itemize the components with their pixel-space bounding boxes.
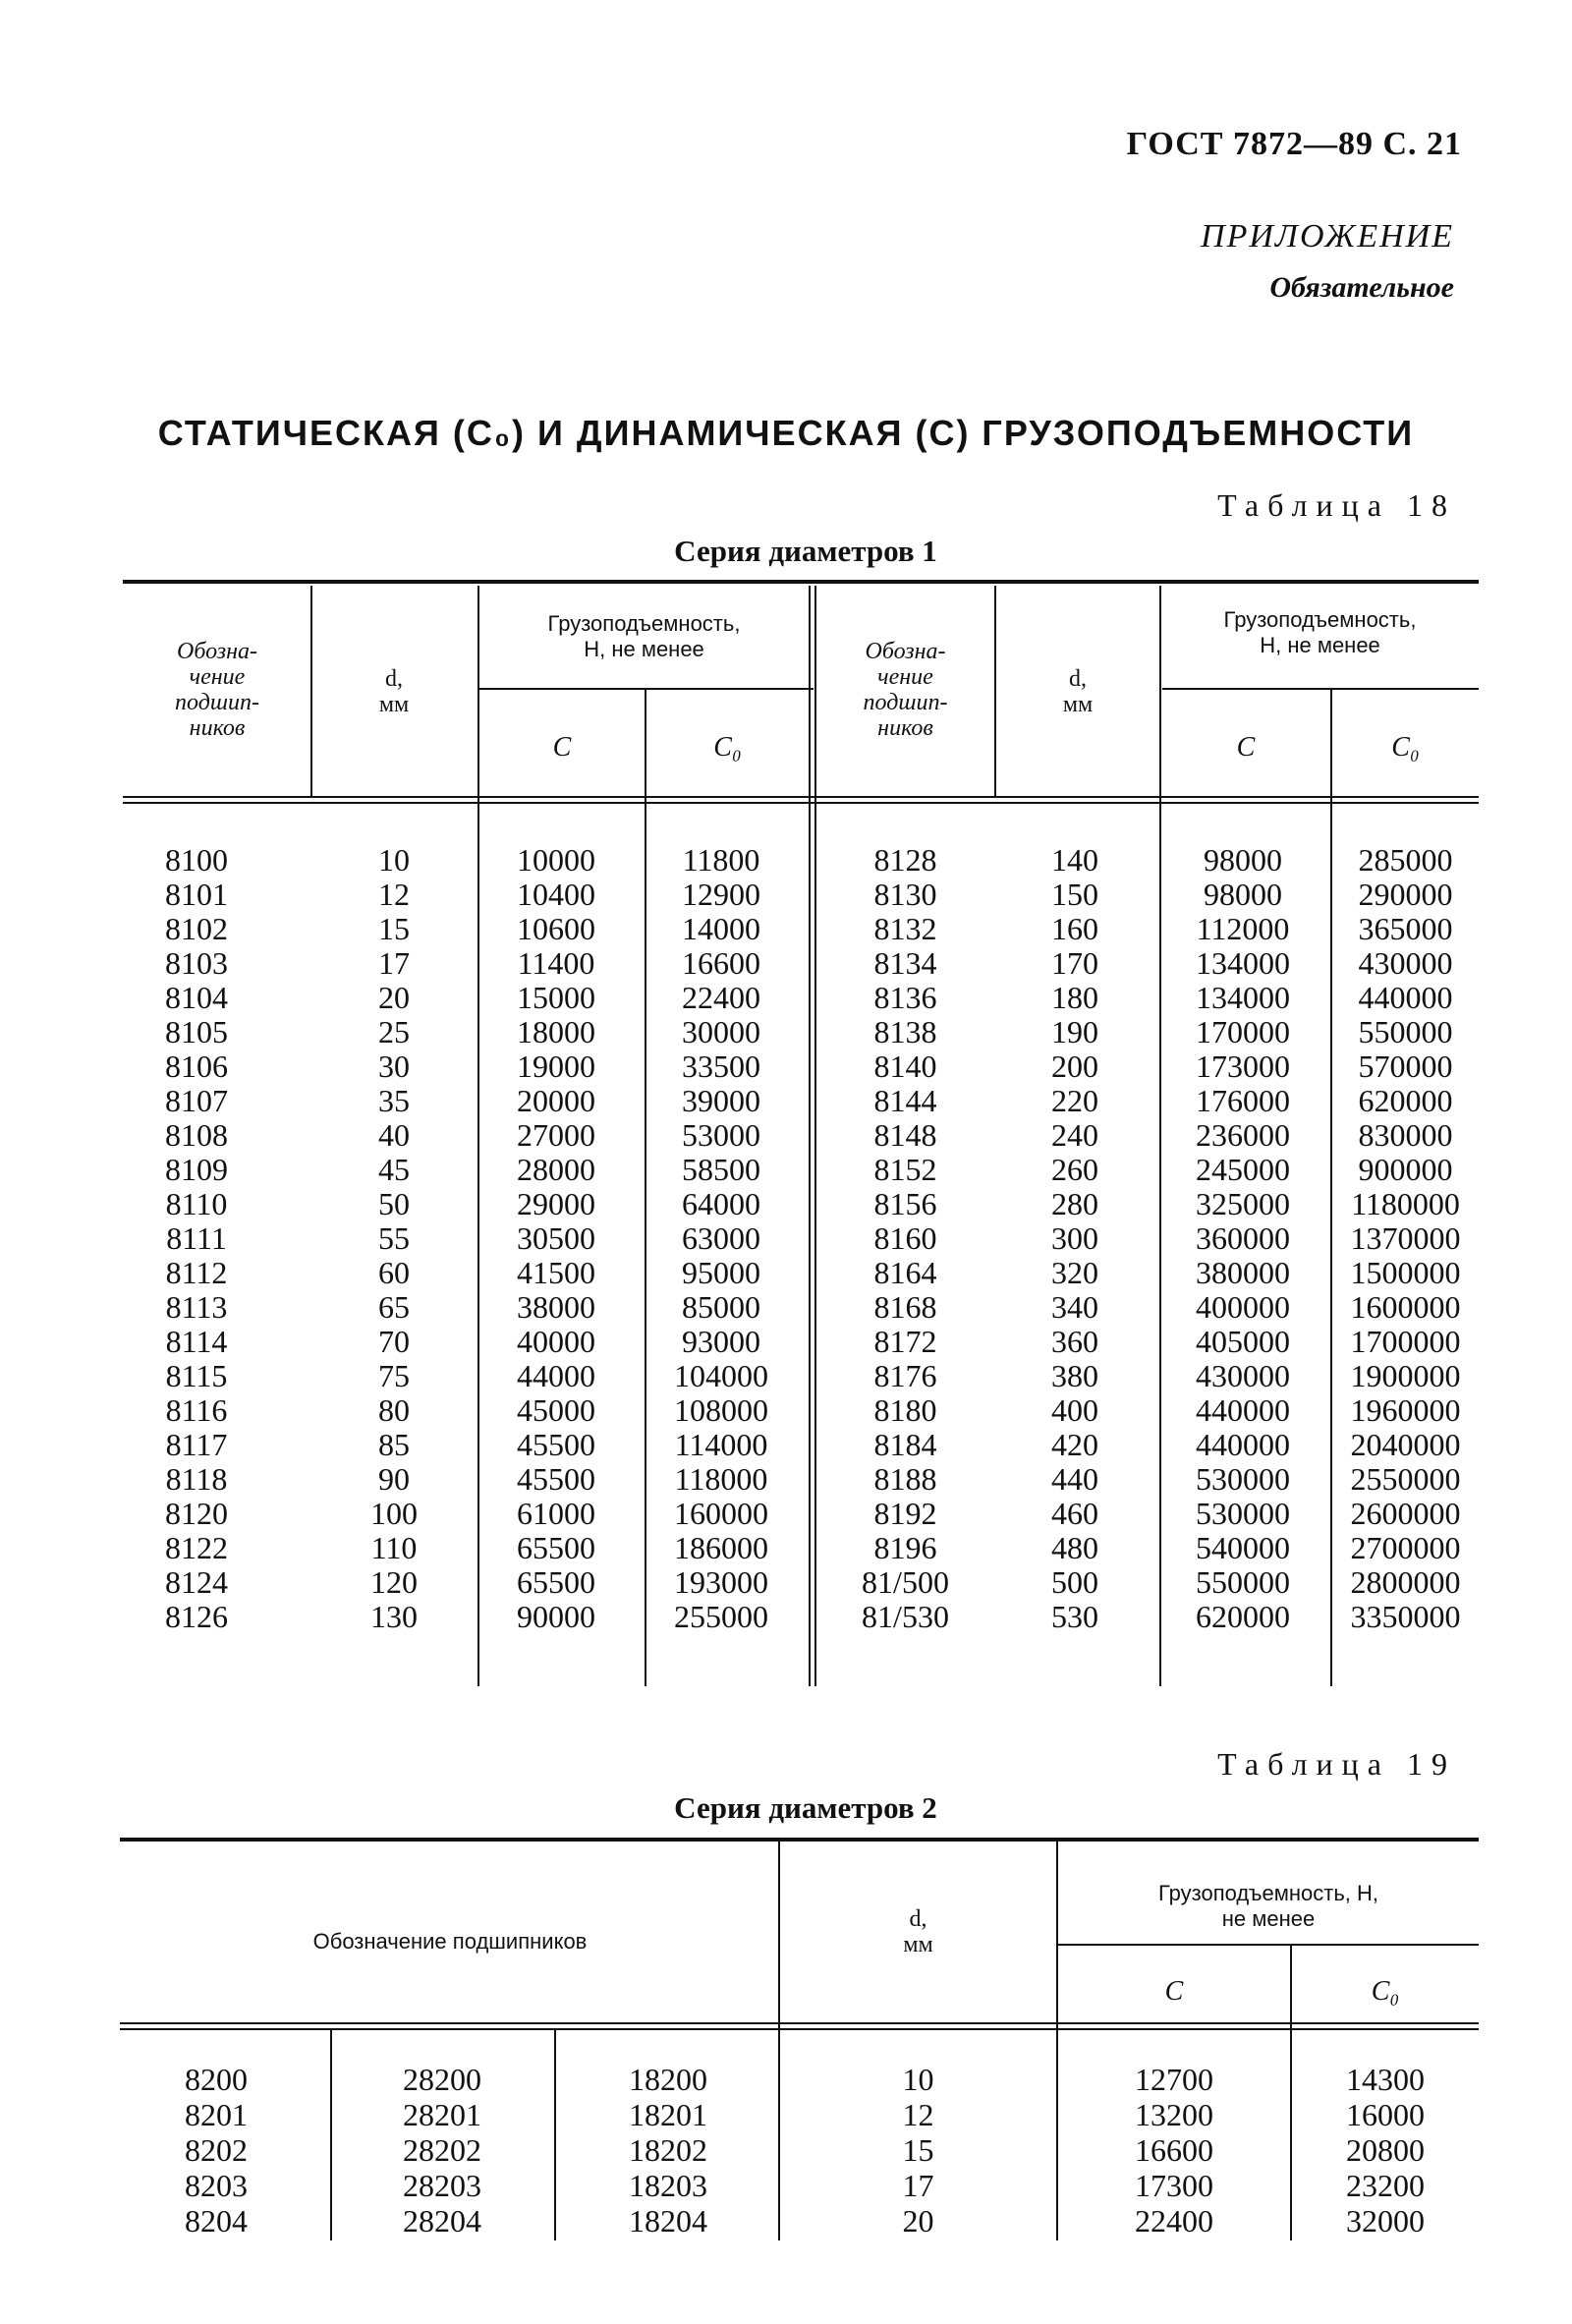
table18-cell-c: 18000 (517, 1014, 595, 1049)
table19-cell-c: 16600 (1135, 2132, 1213, 2168)
table19-cell-c0: 32000 (1346, 2203, 1425, 2239)
table19-cell-c: 12700 (1135, 2062, 1213, 2097)
table18-cell-d-right: 280 (1051, 1186, 1098, 1221)
table18-header-designation-right: Обозна- чение подшип- ников (863, 639, 948, 741)
table19-col-designation-2 (344, 2062, 540, 2239)
table19-col-designation-1 (138, 2062, 295, 2239)
table18-cell-d: 30 (378, 1049, 410, 1084)
table19-cell-d: 15 (902, 2132, 934, 2168)
table18-cell-c0: 33500 (682, 1049, 760, 1084)
table18-cell-c: 11400 (517, 945, 595, 981)
table18-cell-designation: 8101 (165, 877, 228, 912)
table18-cell-c: 45500 (517, 1461, 595, 1497)
table18-cell-designation: 8102 (165, 911, 228, 946)
table18-cell-c: 10600 (517, 911, 595, 946)
table18-cell-c: 15000 (517, 980, 595, 1015)
table19-header-c: C (1164, 1976, 1184, 2007)
table18-cell-c0-right: 830000 (1358, 1117, 1453, 1153)
table18-cell-d-right: 530 (1051, 1599, 1098, 1634)
table18-cell-c: 28000 (517, 1152, 595, 1187)
table19-cell-c0: 16000 (1346, 2097, 1425, 2132)
table19-vline (554, 2030, 556, 2240)
table18-cell-c0-right: 2700000 (1350, 1530, 1461, 1565)
table18-cell-c-right: 98000 (1204, 877, 1282, 912)
table18-cell-designation-right: 8196 (873, 1530, 937, 1565)
table18-cell-designation-right: 8138 (873, 1014, 937, 1049)
table18-cell-d-right: 190 (1051, 1014, 1098, 1049)
table18-cell-c: 10000 (517, 842, 595, 878)
table18-cell-c0: 22400 (682, 980, 760, 1015)
table19-cell-c0: 23200 (1346, 2168, 1425, 2203)
table18-cell-c-right: 134000 (1196, 980, 1290, 1015)
table19-col-c (1058, 2062, 1290, 2239)
table18-cell-designation-right: 8144 (873, 1083, 937, 1118)
table19-header-d: d, мм (903, 1906, 933, 1957)
table18-cell-c-right: 98000 (1204, 842, 1282, 878)
table19-cell-d: 17 (902, 2168, 934, 2203)
table18-cell-c0: 104000 (674, 1358, 768, 1393)
table18-cell-d: 85 (378, 1427, 410, 1462)
table18-cell-c-right: 360000 (1196, 1220, 1290, 1256)
table18-cell-d-right: 380 (1051, 1358, 1098, 1393)
table18-cell-c-right: 440000 (1196, 1392, 1290, 1428)
table19-capacity-rule (1058, 1944, 1479, 1946)
table18-header-designation: Обозна- чение подшип- ников (175, 639, 259, 741)
table18-cell-c0: 63000 (682, 1220, 760, 1256)
table19-top-rule (120, 1838, 1479, 1842)
table18-cell-d-right: 340 (1051, 1289, 1098, 1325)
table18-cell-c0: 85000 (682, 1289, 760, 1325)
table18-cell-d-right: 260 (1051, 1152, 1098, 1187)
table18-cell-c0-right: 1370000 (1350, 1220, 1461, 1256)
table18-cell-c: 90000 (517, 1599, 595, 1634)
table18-cell-designation: 8115 (165, 1358, 228, 1393)
table18-cell-designation: 8109 (165, 1152, 228, 1187)
table18-cell-designation: 8120 (165, 1496, 228, 1531)
table18-cell-c0: 30000 (682, 1014, 760, 1049)
table18-cell-c0-right: 365000 (1358, 911, 1453, 946)
table18-cell-c: 19000 (517, 1049, 595, 1084)
table18-cell-designation-right: 81/500 (862, 1564, 949, 1600)
table18-cell-designation-right: 81/530 (862, 1599, 949, 1634)
table18-cell-d: 120 (370, 1564, 418, 1600)
table18-cell-c0-right: 2600000 (1350, 1496, 1461, 1531)
table18-header-rule-2 (123, 802, 1479, 804)
table18-cell-c0-right: 290000 (1358, 877, 1453, 912)
page-header-ref: ГОСТ 7872—89 С. 21 (1126, 126, 1462, 162)
table18-cell-d: 35 (378, 1083, 410, 1118)
table18-capacity-rule-left (479, 688, 814, 690)
table19-cell-designation-2: 28204 (403, 2203, 481, 2239)
table18-cell-c: 45000 (517, 1392, 595, 1428)
table18-cell-c: 40000 (517, 1324, 595, 1359)
table18-cell-d-right: 440 (1051, 1461, 1098, 1497)
table18-cell-c0: 160000 (674, 1496, 768, 1531)
table18-cell-d: 15 (378, 911, 410, 946)
table18-header-c: C (552, 732, 572, 763)
table18-cell-d-right: 170 (1051, 945, 1098, 981)
table18-cell-d: 70 (378, 1324, 410, 1359)
table18-cell-c: 65500 (517, 1530, 595, 1565)
table18-cell-c0: 16600 (682, 945, 760, 981)
table18-caption: Таблица 18 (1217, 487, 1456, 523)
table18-cell-c-right: 245000 (1196, 1152, 1290, 1187)
table18-cell-c0-right: 1500000 (1350, 1255, 1461, 1290)
table19-cell-designation-3: 18204 (629, 2203, 707, 2239)
table18-cell-d-right: 420 (1051, 1427, 1098, 1462)
table18-cell-c0: 93000 (682, 1324, 760, 1359)
table18-cell-d: 50 (378, 1186, 410, 1221)
table18-cell-designation: 8116 (165, 1392, 228, 1428)
table18-cell-c-right: 325000 (1196, 1186, 1290, 1221)
table18-cell-d-right: 480 (1051, 1530, 1098, 1565)
table18-cell-d-right: 200 (1051, 1049, 1098, 1084)
table18-cell-d: 65 (378, 1289, 410, 1325)
table18-cell-designation-right: 8148 (873, 1117, 937, 1153)
table18-cell-c: 38000 (517, 1289, 595, 1325)
table18-cell-designation: 8118 (165, 1461, 228, 1497)
table18-cell-c0-right: 2550000 (1350, 1461, 1461, 1497)
table19-col-designation-3 (570, 2062, 766, 2239)
table19-header-rule-2 (120, 2028, 1479, 2030)
table18-cell-d-right: 240 (1051, 1117, 1098, 1153)
table18-cell-c0: 193000 (674, 1564, 768, 1600)
table19-cell-c0: 20800 (1346, 2132, 1425, 2168)
table19-header-c0: C₀ (1371, 1976, 1400, 2007)
table18-cell-d-right: 460 (1051, 1496, 1098, 1531)
table19-cell-c: 17300 (1135, 2168, 1213, 2203)
table18-cell-c0-right: 900000 (1358, 1152, 1453, 1187)
table19-cell-designation-3: 18201 (629, 2097, 707, 2132)
table19-vline (330, 2030, 332, 2240)
table18-cell-d: 60 (378, 1255, 410, 1290)
table18-cell-c0-right: 550000 (1358, 1014, 1453, 1049)
table18-header-capacity: Грузоподъемность, Н, не менее (547, 611, 741, 661)
table18-cell-d-right: 400 (1051, 1392, 1098, 1428)
table18-cell-c-right: 530000 (1196, 1461, 1290, 1497)
table18-cell-c-right: 134000 (1196, 945, 1290, 981)
table18-cell-designation-right: 8176 (873, 1358, 937, 1393)
table19-cell-designation-3: 18203 (629, 2168, 707, 2203)
table18-cell-designation: 8107 (165, 1083, 228, 1118)
table18-cell-c0: 255000 (674, 1599, 768, 1634)
table18-cell-d: 17 (378, 945, 410, 981)
table19-cell-designation-1: 8203 (185, 2168, 248, 2203)
table18-header-d: d, мм (378, 666, 410, 717)
appendix-title: ПРИЛОЖЕНИЕ (1201, 218, 1454, 255)
table18-cell-designation-right: 8156 (873, 1186, 937, 1221)
table18-cell-d: 130 (370, 1599, 418, 1634)
table18-cell-designation-right: 8132 (873, 911, 937, 946)
table18-cell-c: 41500 (517, 1255, 595, 1290)
table18-cell-c0-right: 440000 (1358, 980, 1453, 1015)
table18-cell-c0: 58500 (682, 1152, 760, 1187)
appendix-subtitle: Обязательное (1269, 271, 1454, 304)
table18-cell-designation-right: 8184 (873, 1427, 937, 1462)
table19-cell-designation-1: 8200 (185, 2062, 248, 2097)
table18-header-c0: C₀ (713, 732, 742, 763)
table18-cell-d-right: 220 (1051, 1083, 1098, 1118)
table19-cell-c: 22400 (1135, 2203, 1213, 2239)
table18-cell-c0: 39000 (682, 1083, 760, 1118)
table18-cell-c: 30500 (517, 1220, 595, 1256)
table18-cell-c0-right: 1600000 (1350, 1289, 1461, 1325)
table18-cell-designation-right: 8192 (873, 1496, 937, 1531)
table18-cell-d: 80 (378, 1392, 410, 1428)
table18-cell-c: 29000 (517, 1186, 595, 1221)
table18-cell-c0-right: 430000 (1358, 945, 1453, 981)
table19-cell-designation-1: 8202 (185, 2132, 248, 2168)
table18-cell-d: 75 (378, 1358, 410, 1393)
table18-cell-c0: 108000 (674, 1392, 768, 1428)
table18-cell-c-right: 550000 (1196, 1564, 1290, 1600)
table18-cell-c-right: 530000 (1196, 1496, 1290, 1531)
table18-col-d (312, 843, 476, 1634)
table18-cell-designation: 8106 (165, 1049, 228, 1084)
table18-cell-c0: 95000 (682, 1255, 760, 1290)
table18-cell-c-right: 112000 (1196, 911, 1290, 946)
table18-cell-c0-right: 1900000 (1350, 1358, 1461, 1393)
table19-cell-d: 12 (902, 2097, 934, 2132)
table18-cell-c-right: 380000 (1196, 1255, 1290, 1290)
table18-cell-c: 10400 (517, 877, 595, 912)
table18-capacity-rule-right (1162, 688, 1479, 690)
table19-cell-designation-2: 28200 (403, 2062, 481, 2097)
table18-cell-d-right: 500 (1051, 1564, 1098, 1600)
table18-cell-designation-right: 8134 (873, 945, 937, 981)
table18-cell-designation-right: 8164 (873, 1255, 937, 1290)
table18-cell-designation: 8110 (165, 1186, 228, 1221)
table18-cell-d: 40 (378, 1117, 410, 1153)
document-title: СТАТИЧЕСКАЯ (C₀) И ДИНАМИЧЕСКАЯ (C) ГРУЗОПОДЪЕМНОСТИ (157, 413, 1415, 453)
table18-col-designation (128, 843, 265, 1634)
table18-cell-d-right: 150 (1051, 877, 1098, 912)
table18-cell-designation-right: 8188 (873, 1461, 937, 1497)
table18-top-rule (123, 580, 1479, 584)
table18-cell-designation: 8111 (166, 1220, 227, 1256)
table18-cell-c: 44000 (517, 1358, 595, 1393)
table18-cell-c0: 12900 (682, 877, 760, 912)
table18-cell-designation: 8117 (165, 1427, 228, 1462)
table18-header-d-right: d, мм (1062, 666, 1094, 717)
table19-col-c0 (1292, 2062, 1479, 2239)
table18-cell-c-right: 405000 (1196, 1324, 1290, 1359)
table18-cell-designation-right: 8152 (873, 1152, 937, 1187)
table18-cell-d-right: 300 (1051, 1220, 1098, 1256)
table18-cell-c0-right: 3350000 (1350, 1599, 1461, 1634)
table18-cell-c-right: 170000 (1196, 1014, 1290, 1049)
table18-col-designation-right (816, 843, 994, 1634)
table18-cell-designation-right: 8180 (873, 1392, 937, 1428)
table19-cell-c: 13200 (1135, 2097, 1213, 2132)
table18-cell-c-right: 236000 (1196, 1117, 1290, 1153)
table18-cell-designation: 8103 (165, 945, 228, 981)
table18-cell-designation: 8100 (165, 842, 228, 878)
table19-cell-d: 10 (902, 2062, 934, 2097)
table18-col-d-right (996, 843, 1153, 1634)
table18-cell-c: 20000 (517, 1083, 595, 1118)
table18-cell-c0: 14000 (682, 911, 760, 946)
table19-cell-d: 20 (902, 2203, 934, 2239)
table19-cell-c0: 14300 (1346, 2062, 1425, 2097)
table18-cell-d-right: 180 (1051, 980, 1098, 1015)
table18-cell-c0: 53000 (682, 1117, 760, 1153)
table18-cell-c-right: 540000 (1196, 1530, 1290, 1565)
table18-cell-c0-right: 285000 (1358, 842, 1453, 878)
table19-cell-designation-2: 28202 (403, 2132, 481, 2168)
table18-col-c0 (646, 843, 796, 1634)
table18-cell-c0-right: 620000 (1358, 1083, 1453, 1118)
table18-cell-c0-right: 1180000 (1351, 1186, 1460, 1221)
table19-series-title: Серия диаметров 2 (674, 1790, 937, 1825)
table18-cell-c: 65500 (517, 1564, 595, 1600)
table18-cell-d: 45 (378, 1152, 410, 1187)
table18-cell-c0: 114000 (674, 1427, 768, 1462)
table18-col-c (479, 843, 633, 1634)
table18-cell-c0-right: 570000 (1358, 1049, 1453, 1084)
table18-cell-designation-right: 8172 (873, 1324, 937, 1359)
table18-cell-d: 55 (378, 1220, 410, 1256)
table18-cell-d: 100 (370, 1496, 418, 1531)
table19-caption: Таблица 19 (1217, 1746, 1456, 1782)
table18-cell-designation: 8108 (165, 1117, 228, 1153)
table18-cell-d-right: 160 (1051, 911, 1098, 946)
table18-cell-c-right: 173000 (1196, 1049, 1290, 1084)
table18-cell-c: 27000 (517, 1117, 595, 1153)
table18-cell-designation-right: 8136 (873, 980, 937, 1015)
table18-cell-d: 90 (378, 1461, 410, 1497)
table18-cell-designation: 8114 (165, 1324, 228, 1359)
table18-vline (809, 586, 811, 1686)
table18-header-c0-right: C₀ (1391, 732, 1420, 763)
table19-cell-designation-2: 28203 (403, 2168, 481, 2203)
table18-cell-d-right: 140 (1051, 842, 1098, 878)
table18-cell-c0-right: 2040000 (1350, 1427, 1461, 1462)
table18-cell-c0-right: 1960000 (1350, 1392, 1461, 1428)
table18-cell-c: 45500 (517, 1427, 595, 1462)
table18-cell-c0: 186000 (674, 1530, 768, 1565)
table18-cell-d: 20 (378, 980, 410, 1015)
table18-cell-c0: 64000 (682, 1186, 760, 1221)
table18-cell-d: 12 (378, 877, 410, 912)
table18-cell-c-right: 430000 (1196, 1358, 1290, 1393)
table18-cell-d: 110 (370, 1530, 418, 1565)
table19-cell-designation-3: 18202 (629, 2132, 707, 2168)
table18-cell-c0: 11800 (682, 842, 760, 878)
table18-col-c0-right (1332, 843, 1479, 1634)
table19-header-rule (120, 2022, 1479, 2024)
table19-cell-designation-3: 18200 (629, 2062, 707, 2097)
table18-series-title: Серия диаметров 1 (674, 534, 937, 568)
table18-cell-designation: 8122 (165, 1530, 228, 1565)
table18-cell-designation: 8104 (165, 980, 228, 1015)
table19-cell-designation-1: 8204 (185, 2203, 248, 2239)
table18-cell-designation: 8105 (165, 1014, 228, 1049)
table18-cell-c: 61000 (517, 1496, 595, 1531)
table18-cell-designation-right: 8140 (873, 1049, 937, 1084)
table18-header-c-right: C (1236, 732, 1256, 763)
table18-cell-designation-right: 8168 (873, 1289, 937, 1325)
table18-header-capacity-right: Грузоподъемность, Н, не менее (1223, 607, 1417, 657)
table18-cell-c0-right: 1700000 (1350, 1324, 1461, 1359)
table18-cell-c0-right: 2800000 (1350, 1564, 1461, 1600)
table18-cell-designation-right: 8160 (873, 1220, 937, 1256)
table19-col-d (780, 2062, 1056, 2239)
table19-cell-designation-1: 8201 (185, 2097, 248, 2132)
table18-cell-designation: 8126 (165, 1599, 228, 1634)
table18-cell-c-right: 440000 (1196, 1427, 1290, 1462)
table18-cell-c0: 118000 (674, 1461, 768, 1497)
table18-cell-c-right: 620000 (1196, 1599, 1290, 1634)
table19-header-capacity: Грузоподъемность, Н, не менее (1157, 1881, 1379, 1931)
table18-cell-designation: 8113 (165, 1289, 228, 1325)
table18-cell-designation-right: 8130 (873, 877, 937, 912)
table18-cell-designation-right: 8128 (873, 842, 937, 878)
table18-col-c-right (1161, 843, 1324, 1634)
table18-cell-d-right: 360 (1051, 1324, 1098, 1359)
table19-header-designation: Обозначение подшипников (312, 1929, 588, 1954)
table18-header-rule (123, 796, 1479, 798)
table19-cell-designation-2: 28201 (403, 2097, 481, 2132)
table18-cell-d: 10 (378, 842, 410, 878)
table18-cell-designation: 8112 (165, 1255, 228, 1290)
table18-cell-d: 25 (378, 1014, 410, 1049)
table18-cell-d-right: 320 (1051, 1255, 1098, 1290)
table18-cell-c-right: 176000 (1196, 1083, 1290, 1118)
table18-cell-c-right: 400000 (1196, 1289, 1290, 1325)
table18-cell-designation: 8124 (165, 1564, 228, 1600)
